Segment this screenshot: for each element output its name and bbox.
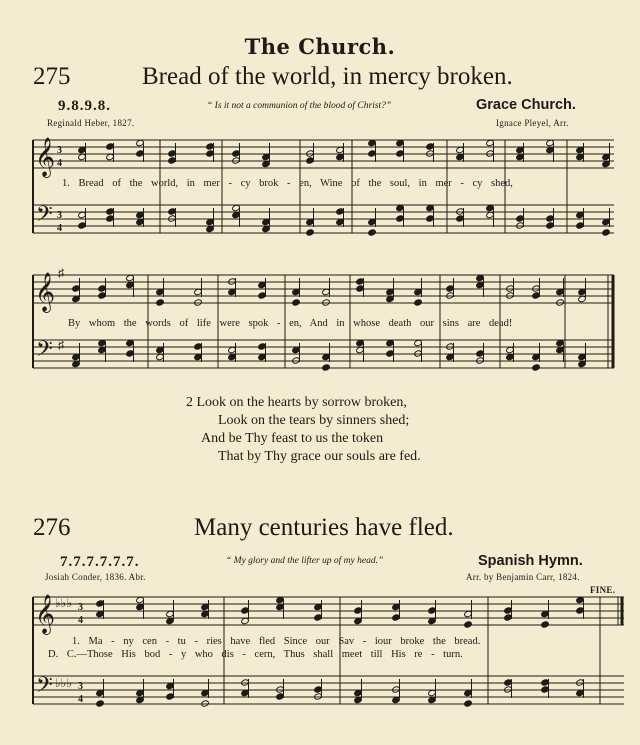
lyrics-276-line1: 1. Ma - ny cen - tu - ries have fled Since our Sav - iour broke the bread. (72, 636, 481, 647)
meter-275: 9.8.9.8. (58, 98, 111, 114)
note-head (276, 693, 285, 700)
note-head (504, 614, 513, 621)
note-head (206, 150, 215, 157)
svg-text:3: 3 (78, 681, 83, 692)
time-signature: 3 (78, 602, 83, 613)
svg-text:4: 4 (78, 615, 83, 626)
note-head (106, 208, 115, 215)
hymn-number-275: 275 (33, 63, 71, 90)
treble-clef: 𝄞 (35, 137, 56, 177)
note-head (476, 350, 485, 357)
author-credit-276: Josiah Conder, 1836. Abr. (45, 572, 146, 582)
verse2-line2: Look on the tears by sinners shed; (218, 413, 410, 428)
verse2-line4: That by Thy grace our souls are fed. (218, 449, 421, 464)
note-head (368, 150, 377, 157)
note-head (541, 686, 550, 693)
key-signature-flats: ♭♭♭ (55, 596, 72, 610)
note-head (392, 614, 401, 621)
note-head (314, 686, 323, 693)
note-head (464, 700, 473, 707)
note-head (356, 278, 365, 285)
note-head (156, 299, 165, 306)
tune-name-275: Grace Church. (476, 97, 576, 113)
note-head (532, 364, 541, 371)
note-head (106, 143, 115, 150)
verse2-line1: 2 Look on the hearts by sorrow broken, (186, 395, 407, 410)
note-head (464, 621, 473, 628)
note-head (314, 614, 323, 621)
note-head (386, 350, 395, 357)
note-head (78, 222, 87, 229)
note-head (532, 292, 541, 299)
meter-276: 7.7.7.7.7.7. (60, 554, 140, 570)
bass-clef: 𝄢 (36, 337, 53, 367)
note-head (126, 350, 135, 357)
lyrics-275-line2: By whom the words of life were spok - en, And in whose death our sins are dead! (68, 318, 513, 329)
note-head (336, 208, 345, 215)
note-head (136, 150, 145, 157)
note-head (258, 343, 267, 350)
fine-marking: FINE. (590, 585, 616, 595)
note-head (206, 143, 215, 150)
bass-clef: 𝄢 (36, 673, 53, 703)
running-head: The Church. (244, 34, 396, 59)
note-head (322, 364, 331, 371)
note-head (168, 150, 177, 157)
note-head (541, 679, 550, 686)
lyrics-276-line2: D. C.—Those His bod - y who dis - cern, Thus shall meet till His re - turn. (48, 649, 463, 660)
bass-clef: 𝄢 (36, 202, 53, 232)
note-head (504, 679, 513, 686)
note-head (166, 693, 175, 700)
note-head (541, 621, 550, 628)
note-head (456, 215, 465, 222)
note-head (576, 222, 585, 229)
note-head (96, 600, 105, 607)
note-head (546, 222, 555, 229)
treble-staff (33, 140, 614, 168)
svg-text:♭♭♭: ♭♭♭ (55, 676, 72, 690)
hymn-number-276: 276 (33, 514, 71, 541)
note-head (426, 215, 435, 222)
bass-staff (33, 205, 614, 233)
note-head (106, 215, 115, 222)
note-head (168, 157, 177, 164)
note-head (576, 607, 585, 614)
verse2-line3: And be Thy feast to us the token (201, 431, 384, 446)
note-head (98, 285, 107, 292)
lyrics-275-line1: 1. Bread of the world, in mer - cy brok - en, Wine of the soul, in mer - cy shed, (62, 178, 513, 189)
hymn-title-275: Bread of the world, in mercy broken. (142, 63, 513, 90)
note-head (232, 150, 241, 157)
note-head (258, 292, 267, 299)
note-head (414, 299, 423, 306)
scripture-quote-276: “ My glory and the lifter up of my head.” (226, 556, 384, 566)
note-head (546, 215, 555, 222)
svg-text:3: 3 (57, 210, 62, 221)
note-head (96, 700, 105, 707)
treble-clef: 𝄞 (35, 594, 56, 634)
treble-clef: 𝄞 (35, 272, 56, 312)
note-head (168, 208, 177, 215)
svg-text:4: 4 (57, 158, 62, 169)
note-head (516, 215, 525, 222)
note-head (356, 285, 365, 292)
note-head (98, 292, 107, 299)
hymn-title-276: Many centuries have fled. (194, 514, 454, 541)
note-head (194, 343, 203, 350)
svg-text:4: 4 (57, 223, 62, 234)
svg-text:4: 4 (78, 694, 83, 705)
note-head (602, 229, 611, 236)
time-signature: 3 (57, 145, 62, 156)
note-head (354, 607, 363, 614)
note-head (396, 150, 405, 157)
note-head (292, 299, 301, 306)
note-head (446, 285, 455, 292)
note-head (306, 229, 315, 236)
note-head (368, 229, 377, 236)
note-head (504, 607, 513, 614)
scripture-quote-275: “ Is it not a communion of the blood of Christ?” (207, 101, 392, 111)
note-head (241, 607, 250, 614)
note-head (396, 215, 405, 222)
note-head (426, 143, 435, 150)
svg-text:♯: ♯ (58, 338, 64, 352)
author-credit-275: Reginald Heber, 1827. (47, 118, 135, 128)
note-head (428, 607, 437, 614)
tune-name-276: Spanish Hymn. (478, 553, 583, 569)
composer-credit-276: Arr. by Benjamin Carr, 1824. (466, 572, 580, 582)
note-head (306, 157, 315, 164)
note-head (72, 285, 81, 292)
key-signature-sharp: ♯ (58, 266, 64, 280)
composer-credit-275: Ignace Pleyel, Arr. (496, 118, 569, 128)
